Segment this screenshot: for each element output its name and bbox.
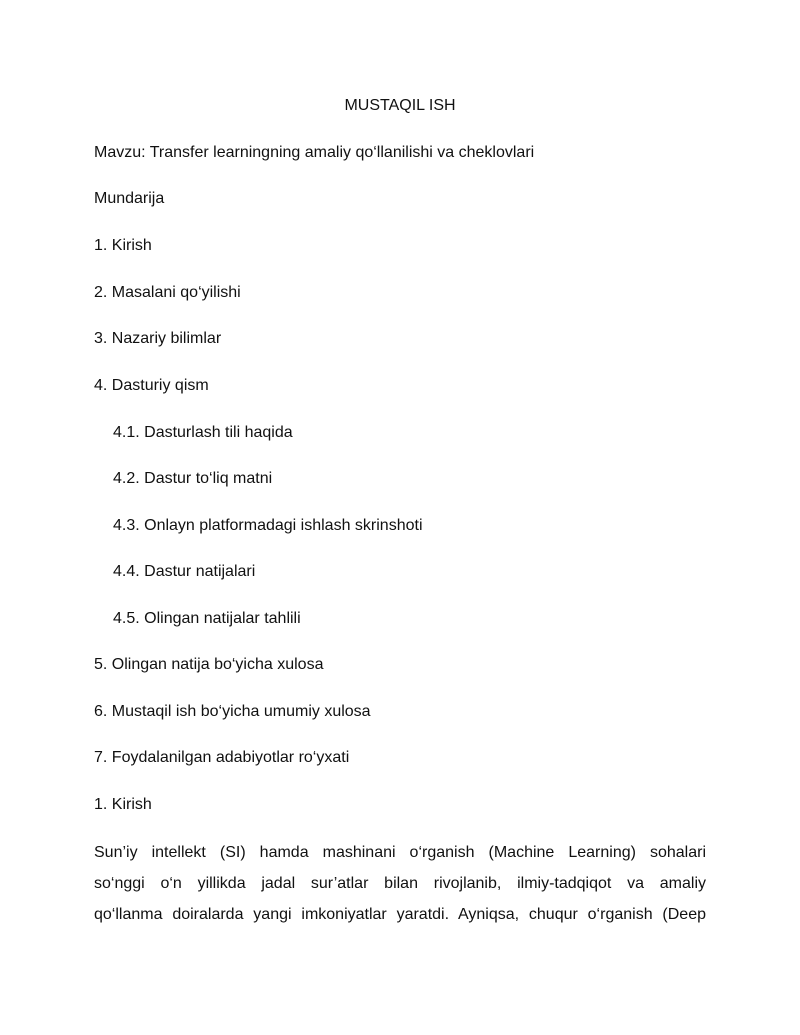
toc-item-7: 7. Foydalanilgan adabiyotlar ro‘yxati [94,749,350,766]
toc-item-4-5: 4.5. Olingan natijalar tahlili [113,610,301,627]
intro-line-1: Sun’iy intellekt (SI) hamda mashinani o‘rganish (Machine Learning) sohalari [94,844,706,861]
toc-item-4: 4. Dasturiy qism [94,377,209,394]
topic-line: Mavzu: Transfer learningning amaliy qo‘llanilishi va cheklovlari [94,144,535,161]
toc-item-5: 5. Olingan natija bo‘yicha xulosa [94,656,324,673]
toc-heading: Mundarija [94,190,165,207]
toc-item-4-1: 4.1. Dasturlash tili haqida [113,424,293,441]
toc-item-2: 2. Masalani qo‘yilishi [94,284,241,301]
toc-item-3: 3. Nazariy bilimlar [94,330,222,347]
intro-line-2: so‘nggi o‘n yillikda jadal sur’atlar bilan rivojlanib, ilmiy-tadqiqot va amaliy [94,875,706,892]
toc-item-1: 1. Kirish [94,237,152,254]
toc-item-4-2: 4.2. Dastur to‘liq matni [113,470,273,487]
toc-item-4-4: 4.4. Dastur natijalari [113,563,256,580]
intro-paragraph [94,837,706,930]
intro-line-3: qo‘llanma doiralarda yangi imkoniyatlar yaratdi. Ayniqsa, chuqur o‘rganish (Deep [94,906,706,923]
toc-item-4-3: 4.3. Onlayn platformadagi ishlash skrinshoti [113,517,423,534]
document-title: MUSTAQIL ISH [344,97,456,114]
section-heading: 1. Kirish [94,796,152,813]
toc-item-6: 6. Mustaqil ish bo‘yicha umumiy xulosa [94,703,371,720]
